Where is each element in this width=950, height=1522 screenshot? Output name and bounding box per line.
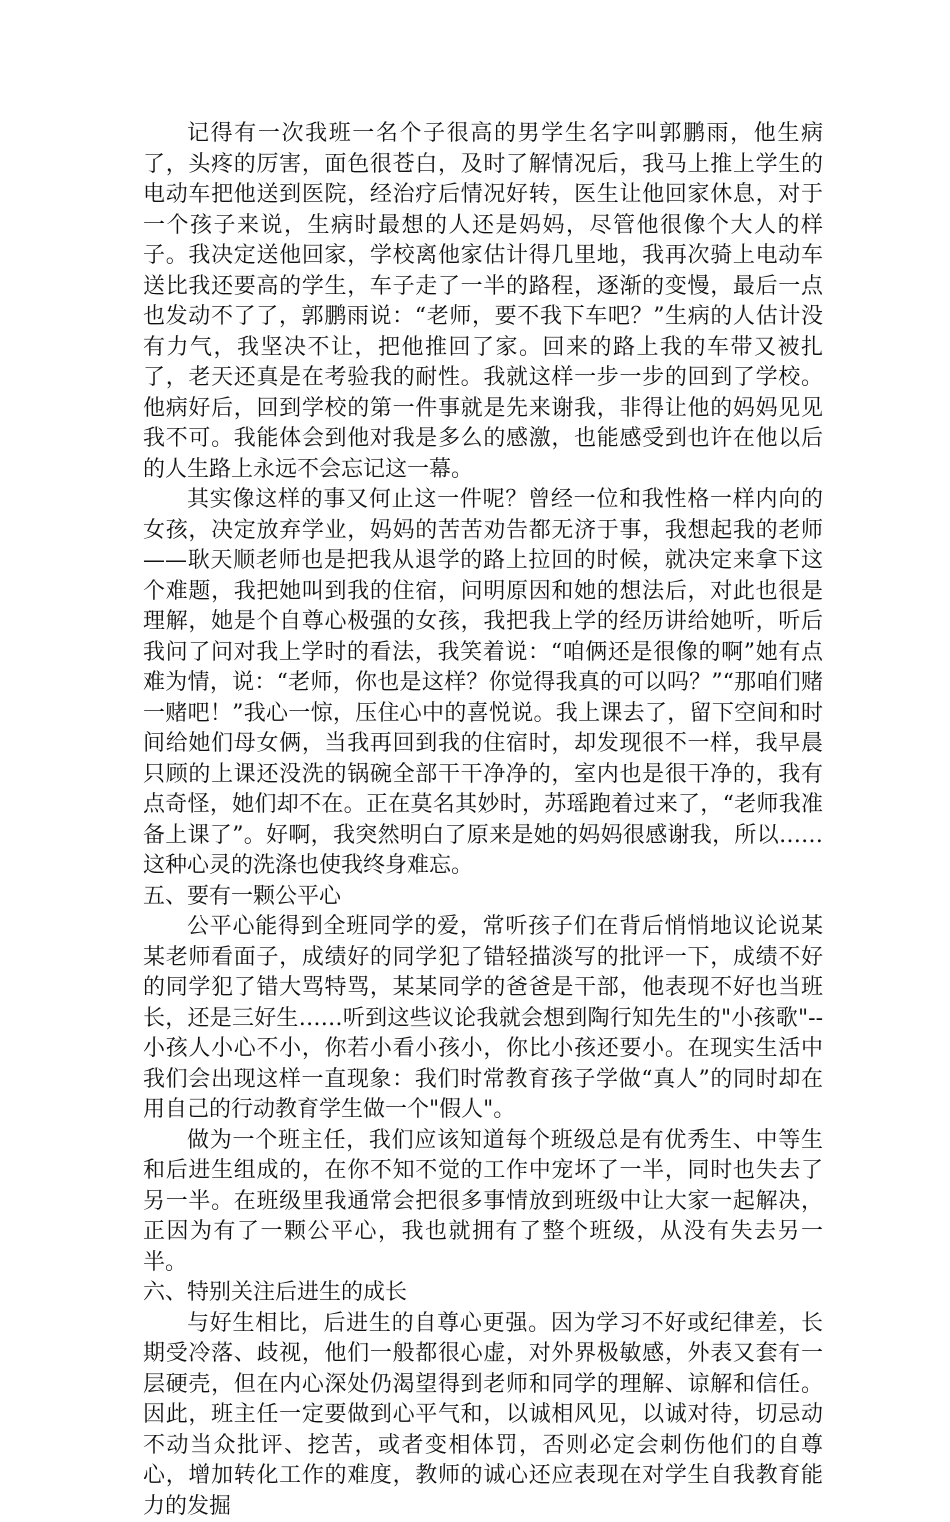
- section-heading-fairness: 五、要有一颗公平心: [143, 882, 823, 913]
- paragraph-fairness-1: 公平心能得到全班同学的爱，常听孩子们在背后悄悄地议论说某某老师看面子，成绩好的同学犯了错轻描淡写的批评一下，成绩不好的同学犯了错大骂特骂，某某同学的爸爸是干部，他表现不好也当班长，还是三好生……听到这些议论我就会想到陶行知先生的"小孩歌"--小孩人小心不小，你若小看小孩小，你比小孩还要小。在现实生活中我们会出现这样一直现象：我们时常教育孩子学做“真人”的同时却在用自己的行动教育学生做一个"假人"。: [143, 912, 823, 1126]
- paragraph-dropout-girl: 其实像这样的事又何止这一件呢？曾经一位和我性格一样内向的女孩，决定放弃学业，妈妈的苦苦劝告都无济于事，我想起我的老师——耿天顺老师也是把我从退学的路上拉回的时候，就决定来拿下这个难题，我把她叫到我的住宿，问明原因和她的想法后，对此也很是理解，她是个自尊心极强的女孩，我把我上学的经历讲给她听，听后我问了问对我上学时的看法，我笑着说：“咱俩还是很像的啊”她有点难为情，说：“老师，你也是这样？你觉得我真的可以吗？”“那咱们赌一赌吧！”我心一惊，压住心中的喜悦说。我上课去了，留下空间和时间给她们母女俩，当我再回到我的住宿时，却发现很不一样，我早晨只顾的上课还没洗的锅碗全部干干净净的，室内也是很干净的，我有点奇怪，她们却不在。正在莫名其妙时，苏瑶跑着过来了，“老师我准备上课了”。好啊，我突然明白了原来是她的妈妈很感谢我，所以…… 这种心灵的洗涤也使我终身难忘。: [143, 485, 823, 882]
- paragraph-struggling-students: 与好生相比，后进生的自尊心更强。因为学习不好或纪律差，长期受冷落、歧视，他们一般都很心虚，对外界极敏感，外表又套有一层硬壳，但在内心深处仍渴望得到老师和同学的理解、谅解和信任。因此，班主任一定要做到心平气和，以诚相风见，以诚对待，切忌动不动当众批评、挖苦，或者变相体罚，否则必定会刺伤他们的自尊心，增加转化工作的难度，教师的诚心还应表现在对学生自我教育能力的发掘: [143, 1309, 823, 1522]
- paragraph-sick-student: 记得有一次我班一名个子很高的男学生名字叫郭鹏雨，他生病了，头疼的厉害，面色很苍白，及时了解情况后，我马上推上学生的电动车把他送到医院，经治疗后情况好转，医生让他回家休息，对于一个孩子来说，生病时最想的人还是妈妈，尽管他很像个大人的样子。我决定送他回家，学校离他家估计得几里地，我再次骑上电动车送比我还要高的学生，车子走了一半的路程，逐渐的变慢，最后一点也发动不了了，郭鹏雨说：“老师，要不我下车吧？”生病的人估计没有力气，我坚决不让，把他推回了家。回来的路上我的车带又被扎了，老天还真是在考验我的耐性。我就这样一步一步的回到了学校。他病好后，回到学校的第一件事就是先来谢我，非得让他的妈妈见见我不可。我能体会到他对我是多么的感激，也能感受到也许在他以后的人生路上永远不会忘记这一幕。: [143, 119, 823, 485]
- document-page: [143, 119, 823, 1522]
- paragraph-fairness-2: 做为一个班主任，我们应该知道每个班级总是有优秀生、中等生和后进生组成的，在你不知不觉的工作中宠坏了一半，同时也失去了另一半。在班级里我通常会把很多事情放到班级中让大家一起解决，正因为有了一颗公平心，我也就拥有了整个班级，从没有失去另一半。: [143, 1126, 823, 1279]
- section-heading-struggling-students: 六、特别关注后进生的成长: [143, 1278, 823, 1309]
